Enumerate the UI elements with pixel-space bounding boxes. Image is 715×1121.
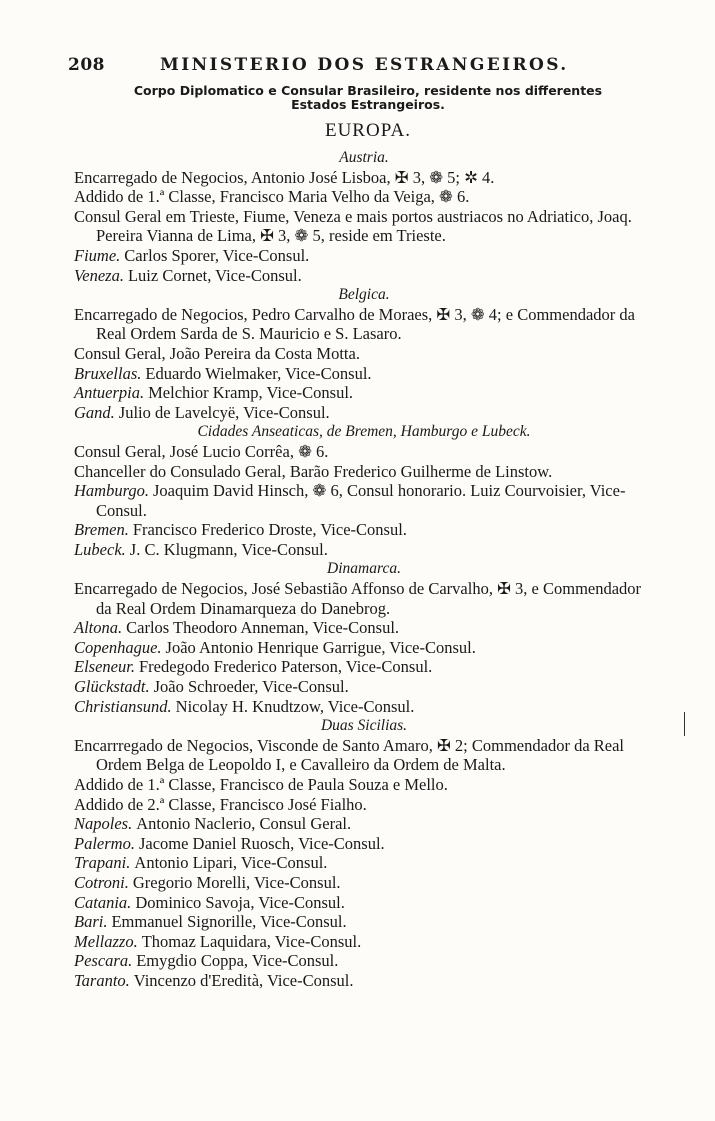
consular-entry — [74, 795, 654, 815]
entry-text: Chanceller do Consulado Geral, Barão Frederico Guilherme de Linstow. — [74, 461, 553, 481]
consular-entry — [74, 540, 654, 560]
consular-entry — [74, 579, 654, 618]
city-name: Mellazzo. — [74, 931, 138, 951]
entry-text: Emmanuel Signorille, Vice-Consul. — [111, 912, 347, 932]
consular-entry — [74, 971, 654, 991]
entry-text: Melchior Kramp, Vice-Consul. — [148, 383, 354, 403]
city-name: Taranto. — [74, 970, 130, 990]
city-name: Altona. — [74, 618, 123, 638]
city-name: Bari. — [74, 912, 108, 932]
country-listing — [74, 148, 654, 991]
entry-text: Nicolay H. Knudtzow, Vice-Consul. — [175, 696, 415, 716]
city-name: Trapani. — [74, 853, 131, 873]
entry-text: Encarregado de Negocios, José Sebastião Affonso de Carvalho, ✠ 3, e Commendador da Real Ordem Dinamarqueza do Danebrog. — [74, 579, 642, 618]
entry-text: Luiz Cornet, Vice-Consul. — [127, 265, 302, 285]
consular-entry — [74, 912, 654, 932]
consular-entry — [74, 481, 654, 520]
entry-text: Jacome Daniel Ruosch, Vice-Consul. — [138, 833, 385, 853]
entry-text: Consul Geral, José Lucio Corrêa, ❁ 6. — [74, 441, 329, 461]
city-name: Pescara. — [74, 951, 133, 971]
consular-entry — [74, 266, 654, 286]
entry-text: Emygdio Coppa, Vice-Consul. — [136, 951, 339, 971]
entry-text: Consul Geral em Trieste, Fiume, Veneza e mais portos austriacos no Adriatico, Joaq. Pereira Vianna de Lima, ✠ 3, ❁ 5, reside em Trieste. — [74, 206, 632, 246]
city-name: Lubeck. — [74, 539, 126, 559]
subtitle-line: Corpo Diplomatico e Consular Brasileiro, residente nos differentes — [133, 83, 603, 98]
entry-text: Encarrregado de Negocios, Visconde de Santo Amaro, ✠ 2; Commendador da Real Ordem Belga de Leopoldo I, e Cavalleiro da Ordem de Malta. — [74, 735, 625, 775]
consular-entry — [74, 305, 654, 344]
city-name: Elseneur. — [74, 657, 135, 677]
section-title: EUROPA. — [324, 120, 411, 141]
entry-text: Carlos Sporer, Vice-Consul. — [124, 245, 310, 265]
entry-text: Antonio Lipari, Vice-Consul. — [134, 853, 328, 873]
consular-entry — [74, 344, 654, 364]
city-name: Bruxellas. — [74, 363, 142, 383]
page-number: 208 — [68, 55, 105, 75]
entry-text: Addido de 1.ª Classe, Francisco Maria Velho da Veiga, ❁ 6. — [74, 187, 470, 207]
entry-text: Vincenzo d'Eredità, Vice-Consul. — [133, 970, 354, 990]
country-heading: Duas Sicilias. — [320, 717, 408, 735]
consular-entry — [74, 951, 654, 971]
entry-text: Julio de Lavelcyë, Vice-Consul. — [118, 402, 330, 422]
entry-text: J. C. Klugmann, Vice-Consul. — [129, 539, 328, 559]
consular-entry — [74, 520, 654, 540]
consular-entry — [74, 638, 654, 658]
entry-text: Francisco Frederico Droste, Vice-Consul. — [132, 520, 407, 540]
entry-text: Joaquim David Hinsch, ❁ 6, Consul honorario. Luiz Courvoisier, Vice-Consul. — [96, 481, 626, 520]
consular-entry — [74, 677, 654, 697]
consular-entry — [74, 736, 654, 775]
country-heading: Dinamarca. — [327, 560, 401, 578]
entry-text: Addido de 1.ª Classe, Francisco de Paula Souza e Mello. — [74, 775, 448, 794]
entry-text: Antonio Naclerio, Consul Geral. — [136, 814, 352, 834]
consular-entry — [74, 853, 654, 873]
entry-text: Addido de 2.ª Classe, Francisco José Fialho. — [74, 794, 367, 814]
consular-entry — [74, 383, 654, 403]
consular-entry — [74, 618, 654, 638]
city-name: Glückstadt. — [74, 677, 150, 697]
entry-text: Dominico Savoja, Vice-Consul. — [135, 892, 345, 912]
entry-text: Carlos Theodoro Anneman, Vice-Consul. — [126, 618, 400, 638]
consular-entry — [74, 364, 654, 384]
consular-entry — [74, 246, 654, 266]
consular-entry — [74, 187, 654, 207]
document-subtitle — [68, 84, 668, 112]
city-name: Catania. — [74, 892, 132, 912]
consular-entry — [74, 207, 654, 246]
city-name: Bremen. — [74, 520, 129, 540]
city-name: Gand. — [74, 402, 115, 422]
entry-text: Gregorio Morelli, Vice-Consul. — [132, 872, 341, 892]
entry-text: João Antonio Henrique Garrigue, Vice-Consul. — [165, 637, 476, 657]
consular-entry — [74, 657, 654, 677]
consular-entry — [74, 403, 654, 423]
entry-text: Fredegodo Frederico Paterson, Vice-Consul. — [138, 657, 433, 677]
consular-entry — [74, 697, 654, 717]
consular-entry — [74, 893, 654, 913]
consular-entry — [74, 168, 654, 188]
entry-text: Encarregado de Negocios, Pedro Carvalho de Moraes, ✠ 3, ❁ 4; e Commendador da Real Ordem Sarda de S. Mauricio e S. Lasaro. — [74, 304, 635, 344]
city-name: Fiume. — [74, 245, 121, 265]
city-name: Cotroni. — [74, 872, 129, 892]
consular-entry — [74, 462, 654, 482]
consular-entry — [74, 873, 654, 893]
consular-entry — [74, 814, 654, 834]
running-title: MINISTERIO DOS ESTRANGEIROS. — [160, 55, 569, 75]
entry-text: Consul Geral, João Pereira da Costa Motta. — [74, 343, 360, 363]
country-heading: Cidades Anseaticas, de Bremen, Hamburgo e Lubeck. — [197, 423, 531, 441]
city-name: Palermo. — [74, 833, 135, 853]
city-name: Veneza. — [74, 265, 124, 285]
country-heading: Austria. — [339, 149, 389, 166]
entry-text: Eduardo Wielmaker, Vice-Consul. — [145, 363, 372, 383]
city-name: Copenhague. — [74, 637, 162, 657]
page-header — [68, 55, 668, 79]
city-name: Christiansund. — [74, 696, 172, 716]
country-heading: Belgica. — [338, 286, 390, 304]
entry-text: Thomaz Laquidara, Vice-Consul. — [141, 931, 362, 951]
entry-text: João Schroeder, Vice-Consul. — [153, 677, 349, 697]
city-name: Hamburgo. — [74, 481, 150, 501]
margin-mark — [684, 712, 685, 736]
entry-text: Encarregado de Negocios, Antonio José Lisboa, ✠ 3, ❁ 5; ✲ 4. — [74, 167, 495, 187]
consular-entry — [74, 834, 654, 854]
subtitle-line: Estados Estrangeiros. — [291, 97, 445, 112]
city-name: Antuerpia. — [74, 383, 145, 403]
consular-entry — [74, 442, 654, 462]
city-name: Napoles. — [74, 814, 133, 834]
consular-entry — [74, 775, 654, 795]
consular-entry — [74, 932, 654, 952]
